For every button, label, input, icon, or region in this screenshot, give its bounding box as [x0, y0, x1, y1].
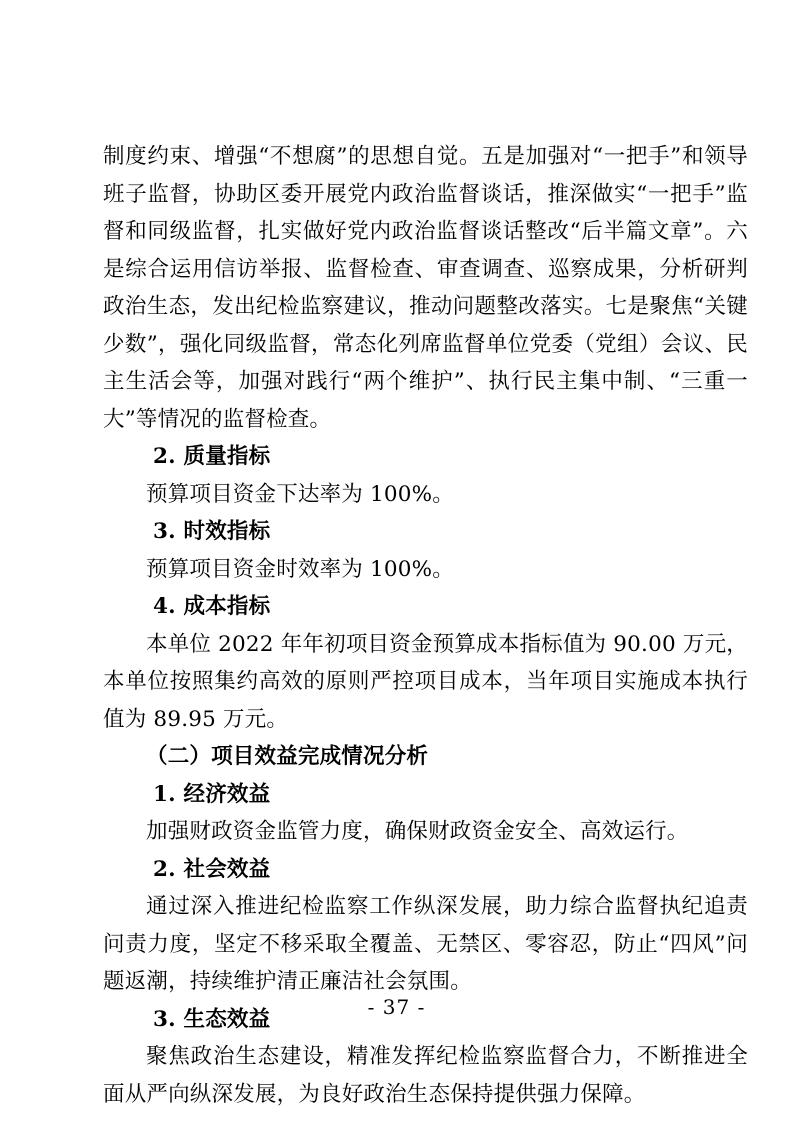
heading-quality-indicator: 2. 质量指标 [153, 444, 271, 469]
paragraph-continued: 制度约束、增强“不想腐”的思想自觉。五是加强对“一把手”和领导班子监督，协助区委开展党内政治监督谈话，推深做实“一把手”监督和同级监督，扎实做好党内政治监督谈话整改“后半篇文章”。六是综合运用信访举报、监督检查、审查调查、巡察成果，分析研判政治生态，发出纪检监察建议，推动问题整改落实。七是聚焦“关键少数”，强化同级监督，常态化列席监督单位党委（党组）会议、民主生活会等，加强对践行“两个维护”、执行民主集中制、“三重一大”等情况的监督检查。 [103, 144, 748, 432]
paragraph-cost-indicator: 本单位 2022 年年初项目资金预算成本指标值为 90.00 万元，本单位按照集约高效的原则严控项目成本，当年项目实施成本执行值为 89.95 万元。 [103, 631, 748, 732]
heading-timeliness-indicator: 3. 时效指标 [153, 519, 271, 544]
page-number: - 37 - [367, 995, 426, 1019]
paragraph-timeliness-indicator: 预算项目资金时效率为 100%。 [146, 556, 455, 582]
paragraph-quality-indicator: 预算项目资金下达率为 100%。 [146, 481, 455, 507]
heading-economic-benefit: 1. 经济效益 [153, 781, 271, 807]
heading-ecological-benefit: 3. 生态效益 [153, 1006, 271, 1032]
paragraph-social-benefit: 通过深入推进纪检监察工作纵深发展，助力综合监督执纪追责问责力度，坚定不移采取全覆盖、无禁区、零容忍，防止“四风”问题返潮，持续维护清正廉洁社会氛围。 [103, 894, 748, 994]
heading-cost-indicator: 4. 成本指标 [153, 594, 271, 619]
heading-social-benefit: 2. 社会效益 [153, 856, 271, 882]
paragraph-ecological-benefit: 聚焦政治生态建设，精准发挥纪检监察监督合力，不断推进全面从严向纵深发展，为良好政治生态保持提供强力保障。 [103, 1044, 748, 1107]
paragraph-economic-benefit: 加强财政资金监管力度，确保财政资金安全、高效运行。 [146, 819, 689, 844]
document-body [103, 138, 748, 1113]
heading-section-benefit-analysis: （二）项目效益完成情况分析 [146, 744, 429, 769]
